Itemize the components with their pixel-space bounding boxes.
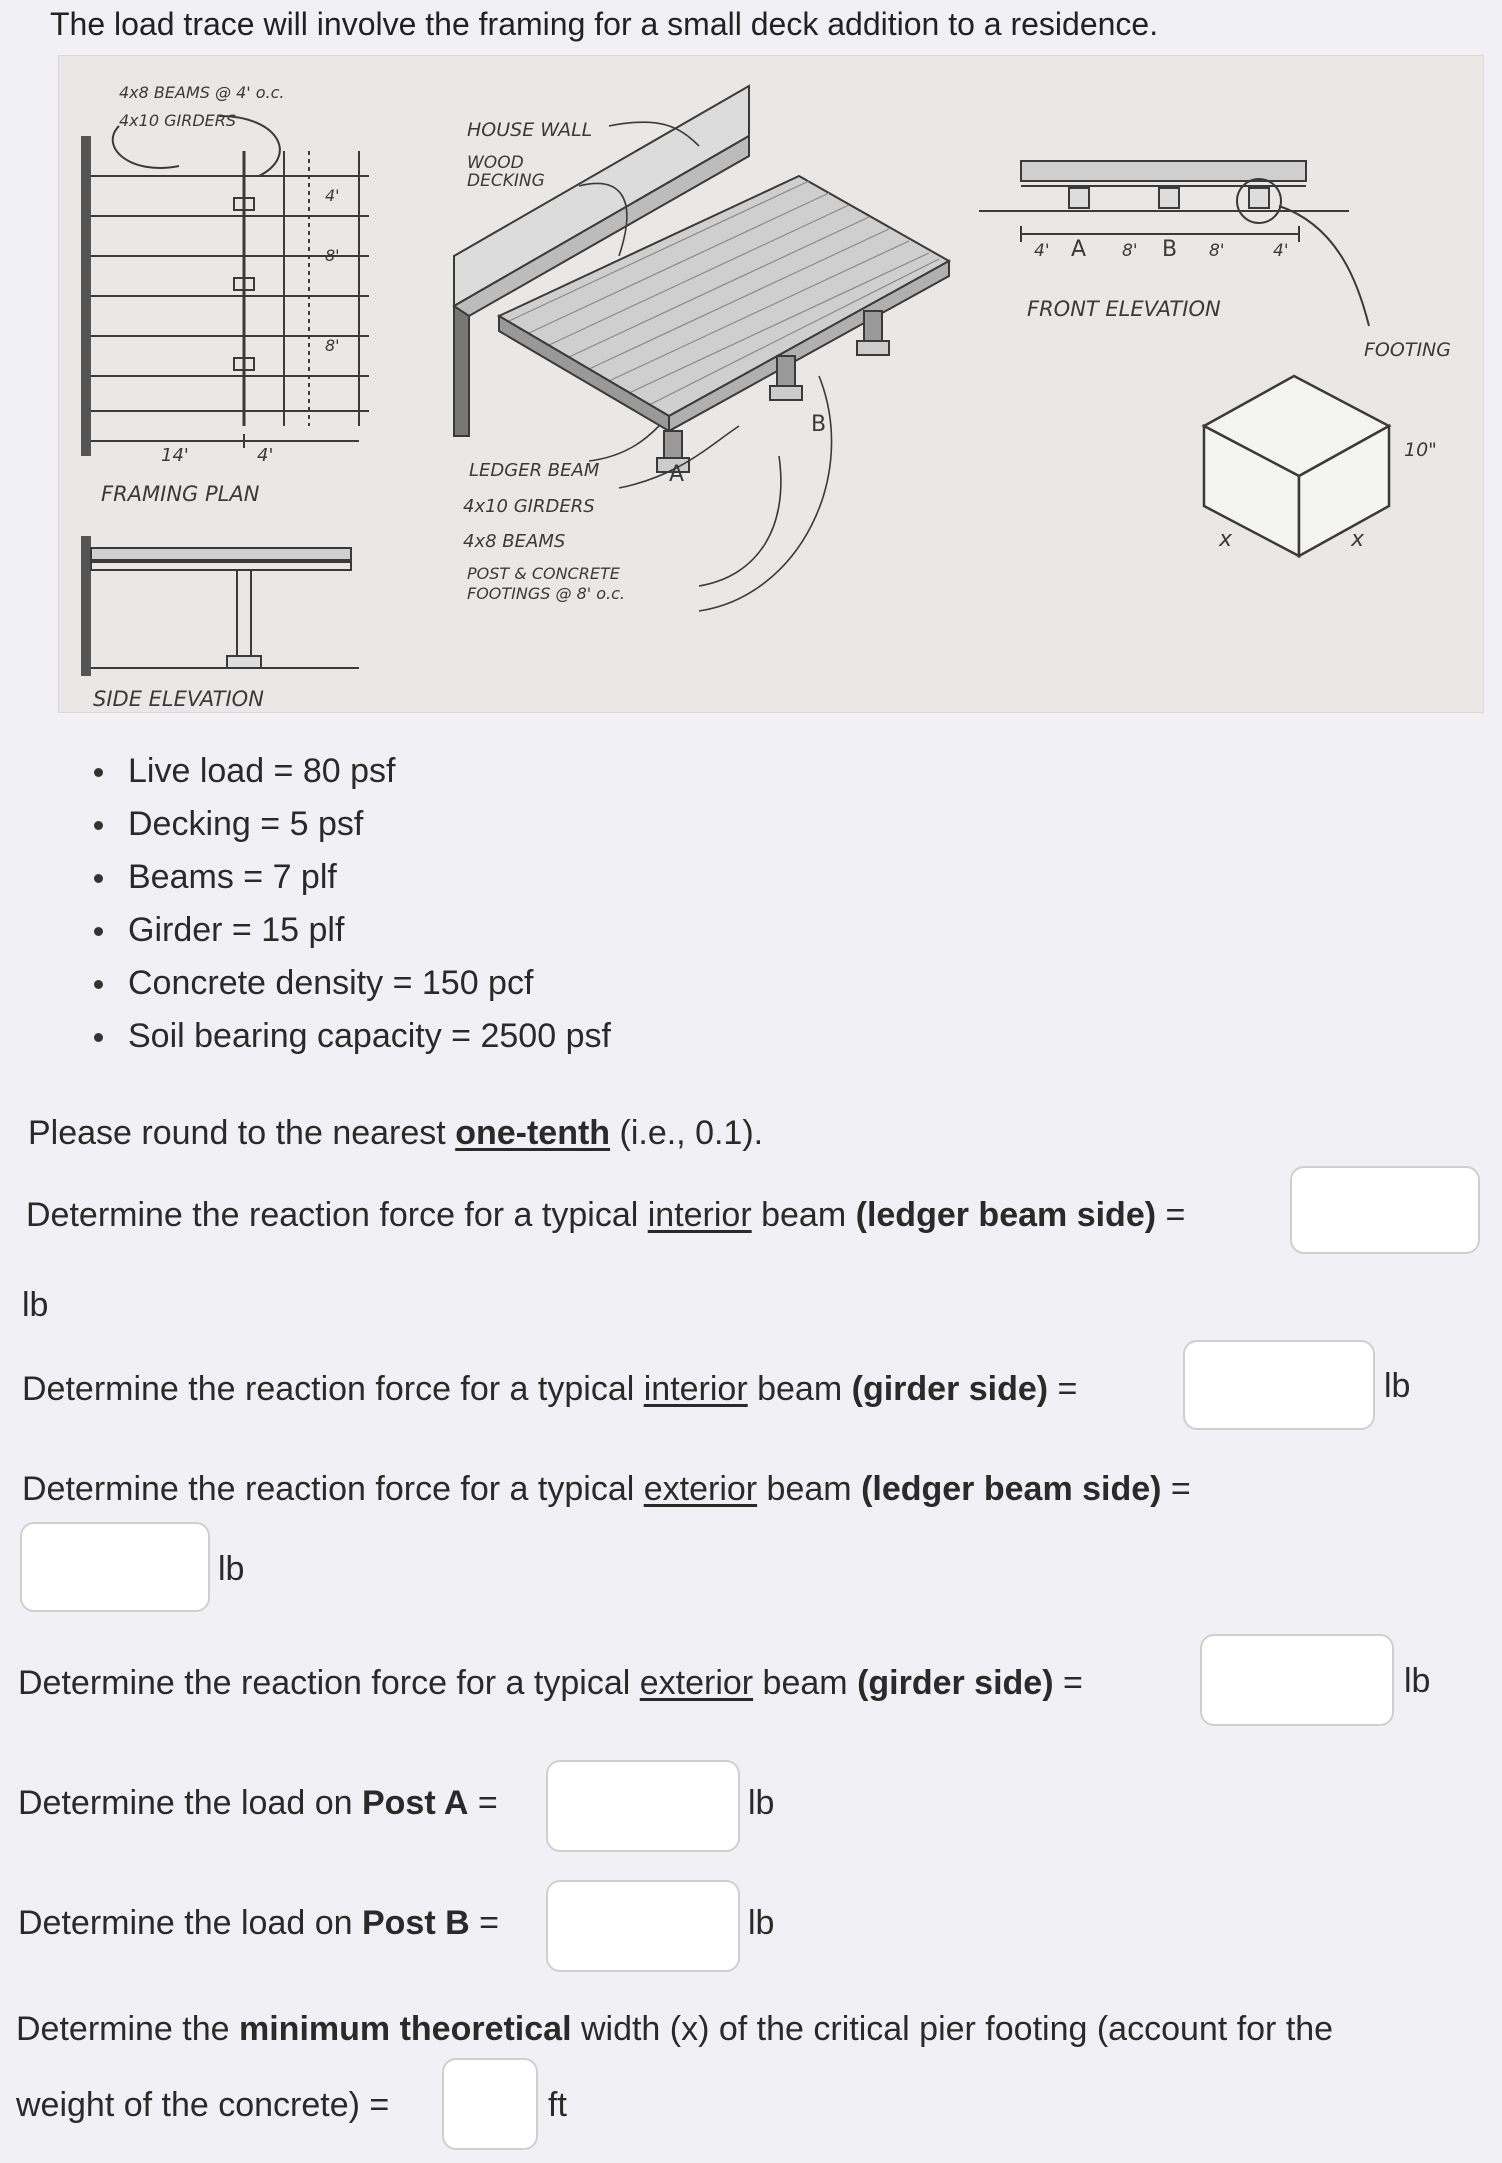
givens-list [90, 745, 611, 1063]
question-post-a: Determine the load on Post A = [18, 1784, 498, 1822]
side-elevation [81, 536, 359, 676]
footing-width-x: x [1219, 527, 1233, 552]
label-ledger-beam: LEDGER BEAM [469, 460, 600, 481]
given-item: Beams = 7 plf [90, 851, 611, 904]
question-interior-ledger: Determine the reaction force for a typical interior beam (ledger beam side) = [26, 1196, 1186, 1234]
question-footing-width: Determine the minimum theoretical width (x) of the critical pier footing (account for the [16, 2010, 1334, 2048]
unit-lb: lb [748, 1784, 775, 1822]
label-wood: WOOD [467, 153, 524, 173]
dim-4: 4' [257, 445, 274, 466]
question-footing-width-line2: weight of the concrete) = [16, 2086, 390, 2124]
given-item: Concrete density = 150 pcf [90, 957, 611, 1010]
footing-width-input[interactable] [442, 2058, 538, 2150]
label-girders: 4x10 GIRDERS [463, 496, 595, 517]
framing-plan [81, 116, 369, 456]
interior-girder-reaction-input[interactable] [1183, 1340, 1375, 1430]
front-elevation-title: FRONT ELEVATION [1027, 297, 1221, 321]
dim-8a: 8' [325, 246, 340, 265]
unit-lb: lb [1404, 1662, 1431, 1700]
unit-lb: lb [748, 1904, 775, 1942]
unit-lb: lb [22, 1286, 49, 1324]
fe-label-b: B [1162, 237, 1178, 262]
given-item: Soil bearing capacity = 2500 psf [90, 1010, 611, 1063]
unit-lb: lb [218, 1550, 245, 1588]
footing-title: FOOTING [1364, 339, 1451, 361]
fe-dim-4a: 4' [1034, 241, 1050, 261]
question-post-b: Determine the load on Post B = [18, 1904, 499, 1942]
footing-depth: 10" [1404, 439, 1437, 461]
unit-ft: ft [548, 2086, 567, 2124]
question-interior-girder: Determine the reaction force for a typical interior beam (girder side) = [22, 1370, 1078, 1408]
intro-text: The load trace will involve the framing for a small deck addition to a residence. [50, 6, 1159, 42]
interior-ledger-reaction-input[interactable] [1290, 1166, 1480, 1254]
note-beams: 4x8 BEAMS @ 4' o.c. [119, 83, 285, 102]
framing-plan-title: FRAMING PLAN [101, 482, 260, 506]
rounding-note: Please round to the nearest one-tenth (i.e., 0.1). [28, 1114, 764, 1152]
note-girders: 4x10 GIRDERS [119, 111, 237, 130]
fe-dim-8b: 8' [1209, 241, 1225, 261]
side-elevation-title: SIDE ELEVATION [93, 687, 264, 711]
fe-dim-8a: 8' [1122, 241, 1138, 261]
exterior-ledger-reaction-input[interactable] [20, 1522, 210, 1612]
dim-4b: 4' [325, 186, 340, 205]
post-b-load-input[interactable] [546, 1880, 740, 1972]
label-iso-b: B [811, 412, 827, 437]
footing-width-y: x [1351, 527, 1365, 552]
label-post-1: POST & CONCRETE [467, 564, 620, 583]
question-exterior-girder: Determine the reaction force for a typical exterior beam (girder side) = [18, 1664, 1083, 1702]
iso-deck [454, 86, 949, 472]
label-house-wall: HOUSE WALL [467, 119, 593, 141]
framing-figure [58, 55, 1484, 713]
label-post-2: FOOTINGS @ 8' o.c. [467, 584, 625, 603]
post-a-load-input[interactable] [546, 1760, 740, 1852]
dim-8b: 8' [325, 336, 340, 355]
dim-14: 14' [161, 445, 189, 466]
fe-label-a: A [1071, 237, 1087, 262]
given-item: Girder = 15 plf [90, 904, 611, 957]
given-item: Live load = 80 psf [90, 745, 611, 798]
given-item: Decking = 5 psf [90, 798, 611, 851]
label-decking: DECKING [467, 171, 545, 191]
unit-lb: lb [1384, 1367, 1411, 1405]
question-exterior-ledger: Determine the reaction force for a typical exterior beam (ledger beam side) = [22, 1470, 1191, 1508]
fe-dim-4b: 4' [1273, 241, 1289, 261]
label-iso-a: A [669, 462, 685, 487]
exterior-girder-reaction-input[interactable] [1200, 1634, 1394, 1726]
label-beams: 4x8 BEAMS [463, 531, 566, 552]
